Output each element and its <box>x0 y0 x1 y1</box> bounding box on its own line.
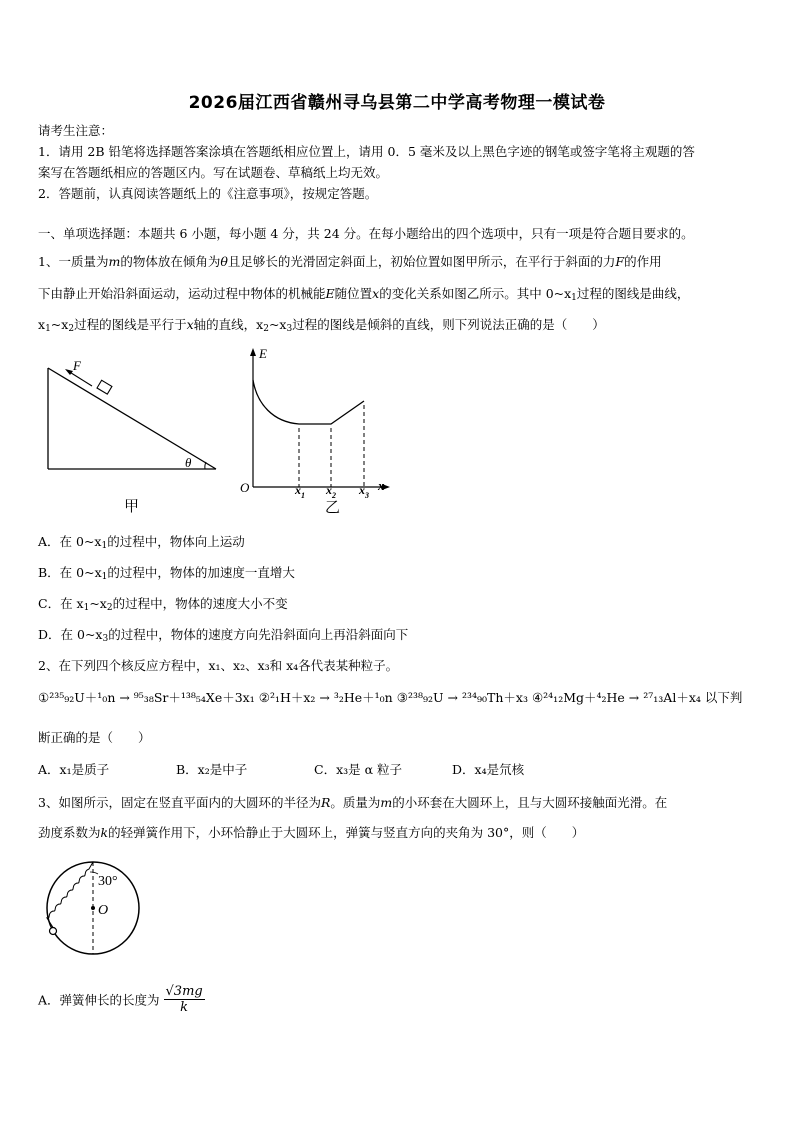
q1-option-a: A．在 $0\sim x_1$的过程中，物体向上运动 <box>38 534 245 551</box>
tick-x2: $x_2$ <box>326 483 336 500</box>
q2-line-tail: 以下判 <box>704 690 743 705</box>
q1-option-c: C．在 $x_1\sim x_2$的过程中，物体的速度大小不变 <box>38 596 288 613</box>
q3-line-1: 3、如图所示，固定在竖直平面内的大圆环的半径为R。质量为m的小环套在大圆环上，且与大圆环接触面光滑。在 <box>38 795 668 810</box>
small-ring <box>50 928 57 935</box>
equation-4: ④²⁴₁₂Mg＋⁴₂He → ²⁷₁₃Al＋x₄ <box>531 690 701 705</box>
angle-label: θ <box>185 455 192 470</box>
force-label: F <box>73 358 81 373</box>
angle-label-30: 30° <box>98 874 118 889</box>
q1-line-2: 下由静止开始沿斜面运动，运动过程中物体的机械能E随位置x的变化关系如图乙所示。其中 $0\sim x_1$过程的图线是曲线， <box>38 286 690 303</box>
q3-option-a: A．弹簧伸长的长度为 $\frac{√3mg}{k}$ <box>38 984 203 1015</box>
q2-equations <box>38 688 742 706</box>
section-heading: 一、单项选择题：本题共 6 小题，每小题 4 分，共 24 分。在每小题给出的四个选项中，只有一项是符合题目要求的。 <box>38 226 694 241</box>
q1-line-3: $x_1\sim x_2$过程的图线是平行于x轴的直线，$x_2\sim x_3$过程的图线是倾斜的直线，则下列说法正确的是（ ） <box>38 317 605 334</box>
notice-item-1: 1．请用 2B 铅笔将选择题答案涂填在答题纸相应位置上，请用 0．5 毫米及以上黑色字迹的钢笔或签字笔将主观题的答 <box>38 144 695 159</box>
q2-option-b: B．x₂是中子 <box>176 762 248 777</box>
equation-2: ②²₁H＋x₂ → ³₂He＋¹₀n <box>258 690 393 705</box>
equation-1: ①²³⁵₉₂U＋¹₀n → ⁹⁵₃₈Sr＋¹³⁸₅₄Xe＋3x₁ <box>38 690 255 705</box>
q1-option-b: B．在 $0\sim x_1$的过程中，物体的加速度一直增大 <box>38 565 295 582</box>
equation-3: ③²³⁸₉₂U → ²³⁴₉₀Th＋x₃ <box>396 690 528 705</box>
q3-line-2: 劲度系数为k的轻弹簧作用下，小环恰静止于大圆环上，弹簧与竖直方向的夹角为 30°，则（ ） <box>38 825 585 840</box>
center-label: O <box>98 903 109 918</box>
y-axis-label: E <box>259 346 267 361</box>
origin-label: O <box>240 480 250 495</box>
fraction: $\frac{√3mg}{k}$ <box>165 984 203 1015</box>
q1-option-d: D．在 $0\sim x_3$的过程中，物体的速度方向先沿斜面向上再沿斜面向下 <box>38 627 409 644</box>
notice-item-2: 2．答题前，认真阅读答题纸上的《注意事项》，按规定答题。 <box>38 186 378 201</box>
q2-option-c: C．x₃是 α 粒子 <box>314 762 403 777</box>
x-axis-label: x <box>378 478 385 493</box>
tick-x3: $x_3$ <box>359 483 369 500</box>
q2-option-a: A．x₁是质子 <box>38 762 110 777</box>
notice-item-1-cont: 案写在答题纸相应的答题区内。写在试题卷、草稿纸上均无效。 <box>38 165 389 180</box>
figure-incline <box>40 356 225 516</box>
q2-line-2: 断正确的是（ ） <box>38 730 151 745</box>
tick-x1: $x_1$ <box>295 483 305 500</box>
figure-energy-graph <box>235 342 395 518</box>
q1-line-1: 1、一质量为m的物体放在倾角为θ且足够长的光滑固定斜面上，初始位置如图甲所示，在平行于斜面的力F的作用 <box>38 254 662 269</box>
q2-option-d: D．x₄是氘核 <box>452 762 525 777</box>
spring-coil <box>47 862 93 929</box>
page-title: 2026届江西省赣州寻乌县第二中学高考物理一模试卷 <box>188 93 606 113</box>
notice-header: 请考生注意： <box>38 123 114 138</box>
figure-a-caption: 甲 <box>124 499 140 515</box>
figure-ring-spring <box>40 852 150 964</box>
q2-stem: 2、在下列四个核反应方程中，x₁、x₂、x₃和 x₄各代表某种粒子。 <box>38 658 399 673</box>
figure-b-caption: 乙 <box>325 500 341 516</box>
